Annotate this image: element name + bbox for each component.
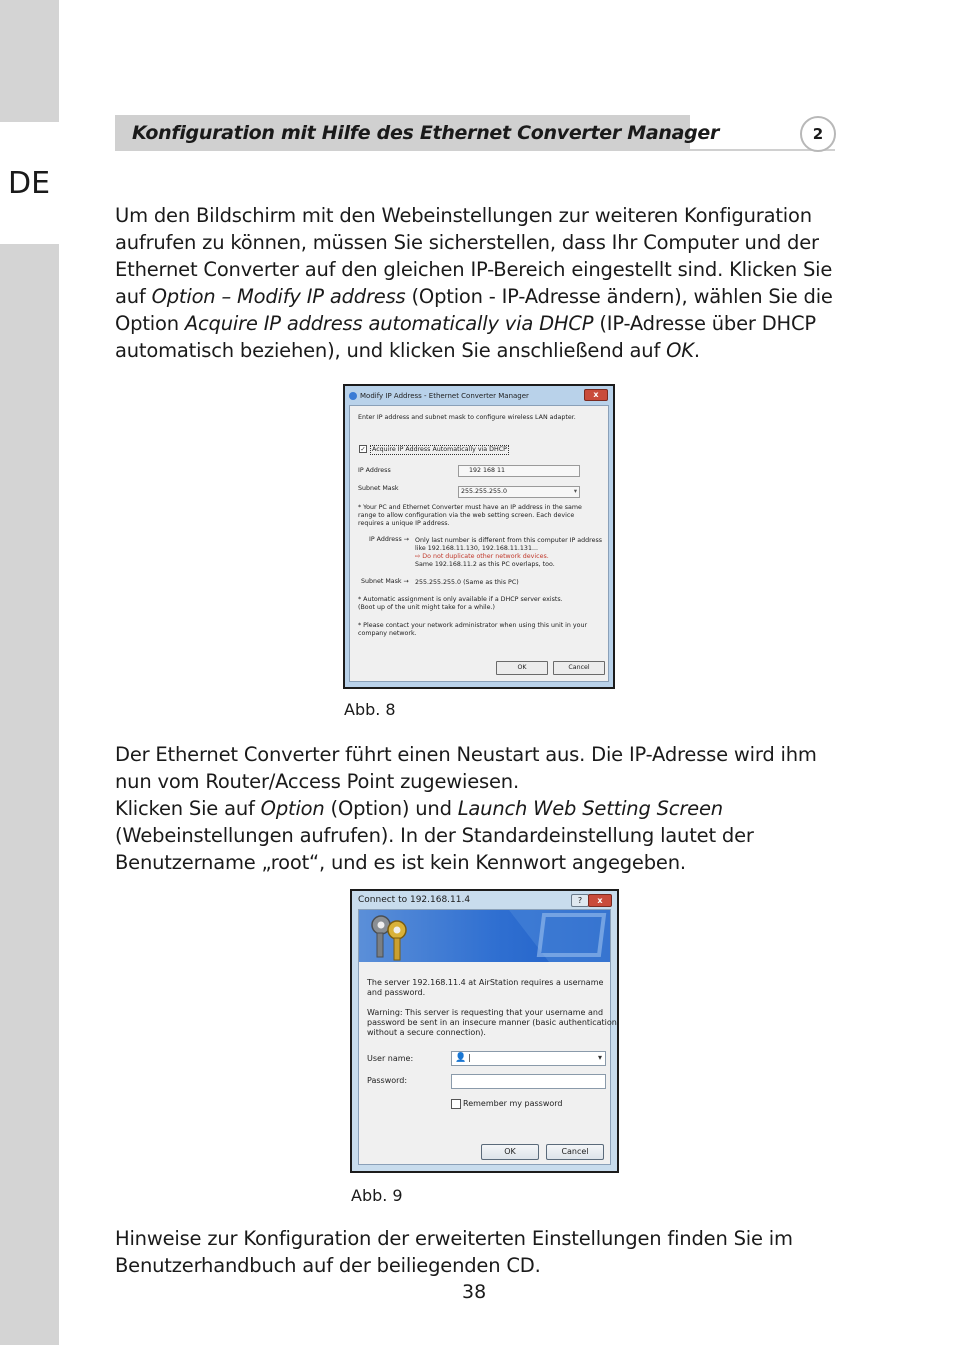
intro-option-modify: Option – Modify IP address — [151, 285, 406, 308]
connect-dialog-title: Connect to 192.168.11.4 — [358, 895, 471, 905]
chapter-badge: 2 — [800, 116, 836, 152]
ok-button[interactable]: OK — [481, 1144, 539, 1160]
username-label: User name: — [367, 1054, 414, 1063]
section-title: Konfiguration mit Hilfe des Ethernet Converter Manager — [132, 122, 720, 144]
password-label: Password: — [367, 1076, 408, 1085]
keys-icon — [372, 916, 406, 960]
note-1-line-3: requires a unique IP address. — [358, 520, 450, 527]
intro-ok: OK — [666, 339, 694, 362]
ip-hint-line-2: like 192.168.11.130, 192.168.11.131... — [415, 545, 538, 552]
middle-text-2: Klicken Sie auf — [115, 797, 261, 820]
note-1-line-2: range to allow configuration via the web setting screen. Each device — [358, 512, 575, 519]
warning-line-3: without a secure connection). — [367, 1028, 486, 1037]
ok-button[interactable]: OK — [496, 661, 548, 675]
server-line-2: and password. — [367, 988, 426, 997]
ip-hint-label: IP Address → — [369, 536, 410, 543]
warning-line-1: Warning: This server is requesting that your username and — [367, 1008, 604, 1017]
close-icon[interactable]: x — [584, 389, 608, 401]
password-input[interactable] — [451, 1074, 606, 1089]
note-3-line-1: * Please contact your network administrator when using this unit in your — [358, 622, 588, 629]
remember-checkbox[interactable] — [451, 1099, 461, 1109]
warning-line-2: password be sent in an insecure manner (basic authentication — [367, 1018, 617, 1027]
dialog-titlebar — [349, 389, 609, 403]
middle-text-4: (Webeinstellungen aufrufen). In der Standardeinstellung lautet der Benutzername „root“, und es ist kein Kennwort angegeben. — [115, 824, 754, 874]
figure-connect-dialog — [350, 889, 619, 1173]
text-cursor: | — [468, 1053, 471, 1062]
figure-modify-ip-dialog — [343, 384, 615, 689]
middle-text-3: (Option) und — [324, 797, 458, 820]
dialog-title: Modify IP Address - Ethernet Converter Manager — [360, 392, 529, 400]
side-tab-bottom — [0, 244, 59, 1345]
username-input[interactable] — [451, 1051, 606, 1066]
figure-1-caption: Abb. 8 — [344, 700, 396, 719]
middle-option: Option — [260, 797, 325, 820]
connect-dialog-client — [358, 909, 617, 1165]
intro-option-dhcp: Acquire IP address automatically via DHCP — [184, 312, 594, 335]
server-line-1: The server 192.168.11.4 at AirStation requires a username — [367, 978, 604, 987]
ip-hint-line-3: ⇨ Do not duplicate other network devices. — [415, 553, 549, 560]
dialog-client — [349, 405, 609, 682]
footer-paragraph: Hinweise zur Konfiguration der erweiterten Einstellungen finden Sie im Benutzerhandbuch auf der beiliegenden CD. — [115, 1227, 793, 1277]
ip-address-label: IP Address — [358, 467, 391, 474]
note-2-line-1: * Automatic assignment is only available if a DHCP server exists. — [358, 596, 563, 603]
note-2-line-2: (Boot up of the unit might take for a while.) — [358, 604, 496, 611]
middle-paragraph — [115, 741, 845, 876]
ip-address-field[interactable] — [458, 465, 580, 477]
dialog-banner — [359, 910, 610, 962]
cancel-button[interactable]: Cancel — [546, 1144, 604, 1160]
mask-hint-label: Subnet Mask → — [361, 578, 409, 585]
intro-text-1: Um den Bildschirm mit den Webeinstellungen zur weiteren Konfiguration aufrufen zu können, müssen Sie sicherstellen, dass Ihr Computer und der Ethernet Converter auf den gleichen IP-Bereich eingestellt sind. Klicken Sie auf — [115, 204, 833, 308]
intro-paragraph — [115, 202, 845, 364]
page-number: 38 — [462, 1281, 487, 1303]
chevron-down-icon: ▾ — [597, 1053, 602, 1062]
close-icon[interactable]: x — [588, 894, 612, 907]
middle-text-1: Der Ethernet Converter führt einen Neustart aus. Die IP-Adresse wird ihm nun vom Router/Access Point zugewiesen. — [115, 743, 817, 793]
dhcp-checkbox-label: Acquire IP Address Automatically via DHCP — [372, 446, 507, 453]
chevron-down-icon: ▾ — [573, 488, 577, 495]
help-icon[interactable]: ? — [571, 894, 589, 907]
user-icon: 👤 — [455, 1053, 467, 1063]
remember-label: Remember my password — [463, 1099, 563, 1108]
intro-text-4: . — [693, 339, 700, 362]
note-3-line-2: company network. — [358, 630, 417, 637]
subnet-mask-field[interactable] — [458, 486, 580, 498]
dialog-instruction: Enter IP address and subnet mask to configure wireless LAN adapter. — [358, 414, 576, 421]
note-1-line-1: * Your PC and Ethernet Converter must have an IP address in the same — [358, 504, 582, 511]
cancel-button[interactable]: Cancel — [553, 661, 605, 675]
subnet-mask-label: Subnet Mask — [358, 485, 399, 492]
middle-launch-web: Launch Web Setting Screen — [457, 797, 723, 820]
mask-hint: 255.255.255.0 (Same as this PC) — [415, 579, 519, 586]
intro-text-3: (IP-Adresse über DHCP automatisch beziehen), und klicken Sie anschließend auf — [115, 312, 816, 362]
subnet-mask-value: 255.255.255.0 — [461, 488, 508, 495]
ip-hint-line-1: Only last number is different from this computer IP address — [415, 537, 603, 544]
figure-2-caption: Abb. 9 — [351, 1186, 403, 1205]
keys-banner-image — [359, 910, 610, 962]
intro-text-2: (Option - IP-Adresse ändern), wählen Sie die Option — [115, 285, 833, 335]
app-icon — [349, 392, 357, 400]
language-label: DE — [8, 166, 51, 201]
ip-hint-line-4: Same 192.168.11.2 as this PC overlaps, too. — [415, 561, 555, 568]
ip-address-value: 192 168 11 — [469, 467, 506, 474]
dhcp-checkbox[interactable]: ✓ — [360, 446, 366, 453]
side-tab-top — [0, 0, 59, 122]
